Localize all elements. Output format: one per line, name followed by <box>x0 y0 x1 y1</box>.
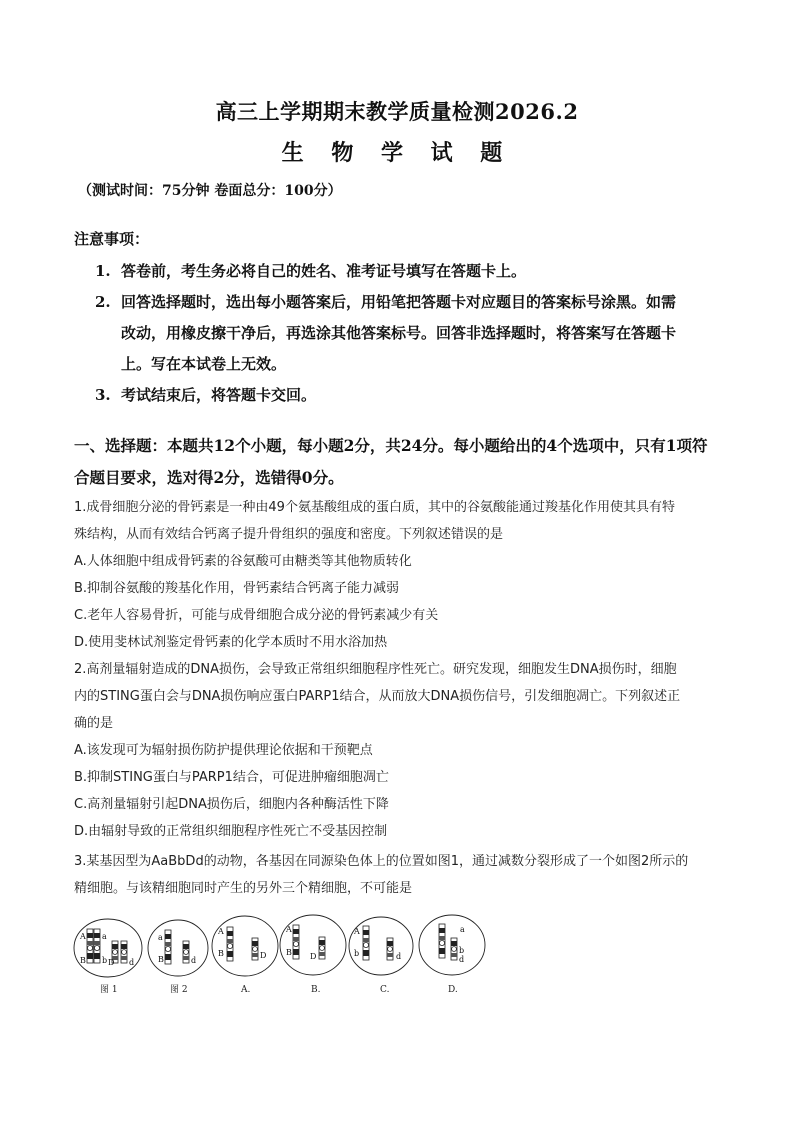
caption-option-a: A. <box>241 985 251 995</box>
question-2 <box>74 656 729 845</box>
question-1 <box>74 494 729 656</box>
option-d: D.使用斐林试剂鉴定骨钙素的化学本质时不用水浴加热 <box>74 635 388 650</box>
chromosome <box>451 938 457 960</box>
chromosome <box>439 924 445 958</box>
notice-item-3 <box>95 380 316 411</box>
exam-meta: （测试时间：75分钟 卷面总分：100分） <box>78 183 342 199</box>
chromosome <box>165 930 171 964</box>
chromosome <box>363 926 369 960</box>
gene-label: b <box>102 956 108 965</box>
gene-label: B <box>80 956 86 965</box>
notice-text: 改动，用橡皮擦干净后，再选涂其他答案标号。回答非选择题时，将答案写在答题卡 <box>121 324 677 342</box>
gene-label: D <box>310 952 317 961</box>
gene-label: a <box>460 925 465 934</box>
option-d: D.由辐射导致的正常组织细胞程序性死亡不受基因控制 <box>74 824 388 839</box>
subject-title: 生 物 学 试 题 <box>281 140 513 166</box>
gene-label: D <box>260 951 267 960</box>
gene-label: A <box>354 927 360 936</box>
notice-heading: 注意事项： <box>74 230 150 248</box>
notice-text: 上。写在本试卷上无效。 <box>121 355 287 373</box>
gene-label: d <box>129 958 135 967</box>
chromosome <box>94 929 100 963</box>
gene-label: A <box>286 925 292 934</box>
option-c: C.高剂量辐射引起DNA损伤后，细胞内各种酶活性下降 <box>74 797 389 812</box>
caption-option-d: D. <box>448 985 458 995</box>
chromosome <box>387 938 393 960</box>
question-stem: 1.成骨细胞分泌的骨钙素是一种由49个氨基酸组成的蛋白质，其中的谷氨酸能通过羧基化作用使其具有特 <box>74 500 675 515</box>
question-stem: 殊结构，从而有效结合钙离子提升骨组织的强度和密度。下列叙述错误的是 <box>74 527 504 542</box>
gene-label: B <box>158 955 164 964</box>
caption-option-c: C. <box>380 985 390 995</box>
gene-label: B <box>286 948 292 957</box>
notice-text: 回答选择题时，选出每小题答案后，用铅笔把答题卡对应题目的答案标号涂黑。如需 <box>121 293 677 311</box>
chromosome <box>121 941 127 963</box>
gene-label: b <box>354 949 360 958</box>
question-stem: 精细胞。与该精细胞同时产生的另外三个精细胞，不可能是 <box>74 881 413 896</box>
notice-item-2 <box>95 287 676 380</box>
gene-label: d <box>191 956 197 965</box>
cell-option-c <box>349 917 413 975</box>
chromosome-figure <box>70 910 490 1000</box>
option-b: B.抑制谷氨酸的羧基化作用，骨钙素结合钙离子能力减弱 <box>74 581 400 596</box>
notice-text: 考试结束后，将答题卡交回。 <box>121 386 317 404</box>
option-a: A.该发现可为辐射损伤防护提供理论依据和干预靶点 <box>74 743 373 758</box>
caption-figure-2: 图 2 <box>170 985 188 995</box>
exam-title: 高三上学期期末教学质量检测2026.2 <box>215 99 579 124</box>
question-stem: 内的STING蛋白会与DNA损伤响应蛋白PARP1结合，从而放大DNA损伤信号，引发细胞凋亡。下列叙述正 <box>74 689 681 704</box>
gene-label: a <box>102 932 107 941</box>
section-line: 合题目要求，选对得2分，选错得0分。 <box>74 468 344 487</box>
question-stem: 3.某基因型为AaBbDd的动物，各基因在同源染色体上的位置如图1，通过减数分裂形成了一个如图2所示的 <box>74 854 689 869</box>
cell-figure-2 <box>148 920 208 976</box>
gene-label: a <box>158 933 163 942</box>
cell-option-a <box>212 916 278 976</box>
chromosome <box>227 927 233 961</box>
notice-text: 答卷前，考生务必将自己的姓名、准考证号填写在答题卡上。 <box>121 262 527 280</box>
question-stem: 2.高剂量辐射造成的DNA损伤，会导致正常组织细胞程序性死亡。研究发现，细胞发生DNA损伤时，细胞 <box>74 662 677 677</box>
caption-figure-1: 图 1 <box>100 985 118 995</box>
question-stem: 确的是 <box>74 716 114 731</box>
notice-num: 3. <box>95 386 111 404</box>
notice-num: 2. <box>95 293 111 311</box>
option-c: C.老年人容易骨折，可能与成骨细胞合成分泌的骨钙素减少有关 <box>74 608 439 623</box>
question-3 <box>74 848 729 902</box>
chromosome <box>319 937 325 959</box>
cell-option-b <box>280 915 346 975</box>
option-b: B.抑制STING蛋白与PARP1结合，可促进肿瘤细胞凋亡 <box>74 770 389 785</box>
notice-item-1 <box>95 256 526 287</box>
gene-label: d <box>459 955 465 964</box>
chromosome <box>252 938 258 960</box>
gene-label: B <box>218 949 224 958</box>
section-line: 一、选择题：本题共12个小题，每小题2分，共24分。每小题给出的4个选项中，只有1项符 <box>74 436 708 455</box>
caption-option-b: B. <box>311 985 321 995</box>
gene-label: A <box>80 932 86 941</box>
gene-label: b <box>459 946 465 955</box>
chromosome <box>293 925 299 959</box>
cell-figure-1 <box>74 919 142 977</box>
section-heading <box>74 430 724 494</box>
chromosome <box>183 941 189 963</box>
gene-label: D <box>108 958 115 967</box>
chromosome <box>87 929 93 963</box>
notice-num: 1. <box>95 262 111 280</box>
option-a: A.人体细胞中组成骨钙素的谷氨酸可由糖类等其他物质转化 <box>74 554 412 569</box>
gene-label: d <box>396 952 402 961</box>
gene-label: A <box>218 927 224 936</box>
